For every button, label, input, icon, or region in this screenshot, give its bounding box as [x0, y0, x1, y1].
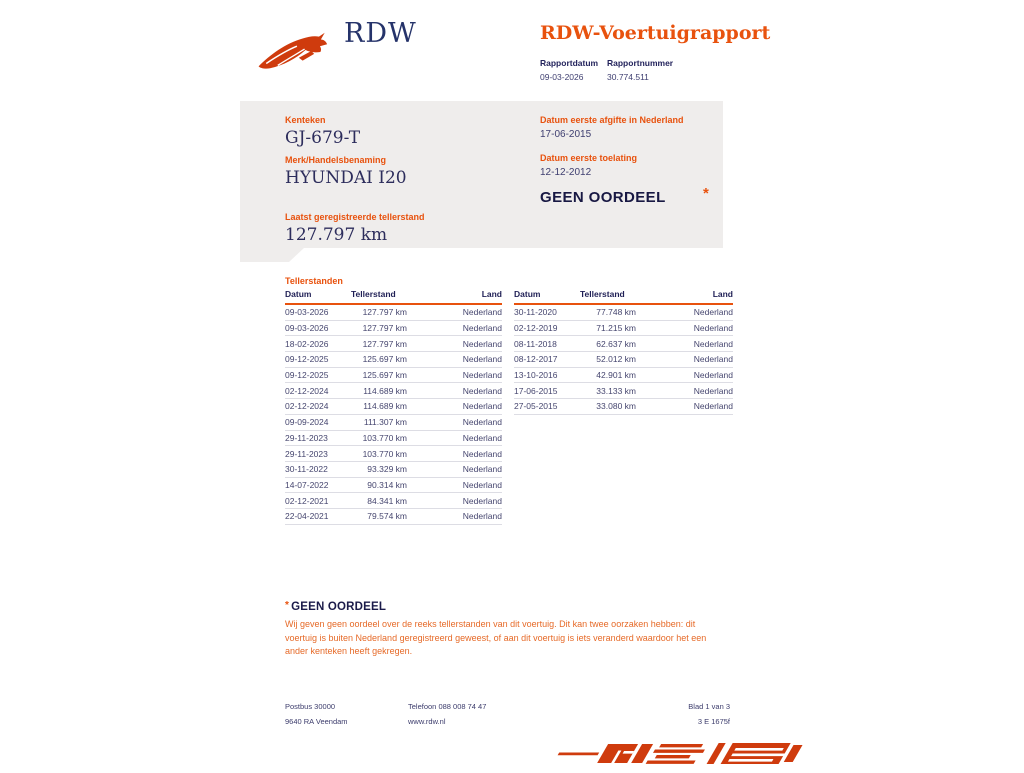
footnote-title [285, 600, 717, 613]
table-row [514, 368, 733, 384]
table-row [285, 368, 502, 384]
afgifte-group [540, 115, 684, 140]
afgifte-value: 17-06-2015 [540, 129, 592, 140]
cell-datum: 02-12-2019 [514, 323, 558, 334]
cell-tellerstand: 71.215 km [596, 323, 636, 334]
footer-page-number: Blad 1 van 3 [688, 702, 730, 711]
merk-group [285, 155, 407, 188]
table-header [285, 289, 502, 305]
cell-tellerstand: 103.770 km [362, 448, 407, 459]
toelating-label: Datum eerste toelating [540, 153, 638, 163]
report-date-group [540, 58, 607, 82]
cell-datum: 22-04-2021 [285, 511, 329, 522]
cell-datum: 09-12-2025 [285, 354, 329, 365]
table-row [285, 431, 502, 447]
stripes-icon [535, 739, 805, 768]
odometer-label: Laatst geregistreerde tellerstand [285, 212, 425, 222]
cell-tellerstand: 52.012 km [596, 354, 636, 365]
cell-land: Nederland [693, 323, 733, 334]
cell-land: Nederland [462, 385, 502, 396]
cell-datum: 29-11-2023 [285, 432, 328, 443]
table-row [285, 509, 502, 525]
cell-land: Nederland [693, 385, 733, 396]
cell-tellerstand: 33.080 km [596, 401, 636, 412]
cell-land: Nederland [462, 432, 502, 443]
summary-right-column [540, 115, 684, 191]
cell-tellerstand: 125.697 km [362, 354, 407, 365]
table-row [285, 493, 502, 509]
report-number-value: 30.774.511 [607, 72, 649, 82]
tellerstanden-section-label: Tellerstanden [285, 276, 343, 286]
report-meta [540, 58, 770, 82]
cell-tellerstand: 114.689 km [363, 401, 407, 412]
table-row [285, 446, 502, 462]
cell-datum: 02-12-2024 [285, 401, 329, 412]
cell-tellerstand: 77.748 km [596, 307, 636, 318]
report-date-value: 09-03-2026 [540, 72, 584, 82]
toelating-value: 12-12-2012 [540, 167, 592, 178]
cell-land: Nederland [693, 401, 733, 412]
cell-datum: 29-11-2023 [285, 448, 328, 459]
cell-datum: 08-12-2017 [514, 354, 558, 365]
cell-land: Nederland [462, 323, 502, 334]
verdict-asterisk: * [703, 185, 709, 202]
cell-land: Nederland [462, 464, 502, 475]
cell-land: Nederland [462, 417, 502, 428]
footer-address-line2: 9640 RA Veendam [285, 717, 348, 726]
afgifte-label: Datum eerste afgifte in Nederland [540, 115, 684, 125]
cell-datum: 09-03-2026 [285, 307, 329, 318]
footnote-title-text: GEEN OORDEEL [291, 601, 387, 613]
header-land: Land [712, 289, 733, 299]
cell-tellerstand: 62.637 km [596, 338, 636, 349]
table-row [285, 462, 502, 478]
cell-tellerstand: 79.574 km [367, 511, 407, 522]
cell-datum: 09-03-2026 [285, 323, 329, 334]
table-row [514, 399, 733, 415]
merk-label: Merk/Handelsbenaming [285, 155, 387, 165]
header-datum: Datum [285, 289, 312, 299]
header-datum: Datum [514, 289, 541, 299]
table-row [514, 352, 733, 368]
report-number-group [607, 58, 673, 82]
cell-land: Nederland [462, 307, 502, 318]
cell-tellerstand: 93.329 km [367, 464, 407, 475]
cell-datum: 17-06-2015 [514, 385, 558, 396]
toelating-group [540, 153, 684, 178]
summary-left-column [285, 115, 407, 195]
cell-land: Nederland [693, 307, 733, 318]
cell-tellerstand: 127.797 km [362, 323, 407, 334]
table-row [514, 383, 733, 399]
odometer-value: 127.797 km [285, 225, 388, 245]
cell-tellerstand: 114.689 km [363, 385, 407, 396]
report-number-label: Rapportnummer [607, 58, 674, 68]
cell-land: Nederland [462, 370, 502, 381]
verdict-text: GEEN OORDEEL [540, 189, 666, 206]
header-tellerstand: Tellerstand [580, 289, 625, 299]
cell-datum: 13-10-2016 [514, 370, 558, 381]
kenteken-label: Kenteken [285, 115, 326, 125]
cell-datum: 18-02-2026 [285, 338, 329, 349]
cell-tellerstand: 111.307 km [363, 417, 407, 428]
cell-datum: 02-12-2024 [285, 385, 329, 396]
footer-phone: Telefoon 088 008 74 47 [408, 702, 487, 711]
cell-land: Nederland [693, 354, 733, 365]
cell-land: Nederland [462, 338, 502, 349]
cell-tellerstand: 33.133 km [596, 385, 636, 396]
table-row [514, 321, 733, 337]
verdict-footnote [285, 600, 717, 659]
cell-tellerstand: 127.797 km [362, 307, 407, 318]
cell-datum: 30-11-2022 [285, 464, 328, 475]
page-title: RDW-Voertuigrapport [540, 22, 771, 44]
cell-tellerstand: 84.341 km [367, 495, 407, 506]
table-row [285, 321, 502, 337]
rdw-wordmark: RDW [344, 18, 417, 49]
cell-datum: 27-05-2015 [514, 401, 558, 412]
kenteken-group [285, 115, 407, 148]
table-row [285, 383, 502, 399]
cell-datum: 02-12-2021 [285, 495, 329, 506]
footnote-asterisk: * [285, 600, 290, 611]
table-header [514, 289, 733, 305]
report-date-label: Rapportdatum [540, 58, 599, 68]
cell-land: Nederland [462, 448, 502, 459]
cell-datum: 30-11-2020 [514, 307, 557, 318]
rdw-logo [256, 20, 417, 74]
cell-tellerstand: 127.797 km [362, 338, 407, 349]
table-row [285, 415, 502, 431]
rdw-logo-bird-icon [256, 28, 334, 74]
cell-datum: 14-07-2022 [285, 479, 329, 490]
footer-doc-code: 3 E 1675f [697, 717, 730, 726]
table-row [285, 305, 502, 321]
cell-land: Nederland [693, 338, 733, 349]
table-row [514, 336, 733, 352]
footnote-body: Wij geven geen oordeel over de reeks tellerstanden van dit voertuig. Dit kan twee oorzaken hebben: dit voertuig is buiten Nederland geregistreerd geweest, of aan dit voertuig is iets veranderd waardoor het een ander kenteken heeft gekregen. [285, 619, 707, 656]
cell-datum: 09-09-2024 [285, 417, 329, 428]
table-row [285, 336, 502, 352]
cell-land: Nederland [462, 479, 502, 490]
kenteken-value: GJ-679-T [285, 128, 361, 148]
cell-tellerstand: 90.314 km [367, 479, 407, 490]
cell-land: Nederland [462, 511, 502, 522]
merk-value: HYUNDAI I20 [285, 168, 407, 188]
table-row [514, 305, 733, 321]
table-row [285, 352, 502, 368]
odometer-table-left [285, 289, 502, 525]
odometer-table-right [514, 289, 733, 415]
cell-tellerstand: 103.770 km [362, 432, 407, 443]
table-row [285, 399, 502, 415]
cell-land: Nederland [462, 495, 502, 506]
footer-website: www.rdw.nl [408, 717, 446, 726]
footer-address-line1: Postbus 30000 [285, 702, 336, 711]
report-header [540, 24, 770, 82]
cell-tellerstand: 42.901 km [596, 370, 636, 381]
vehicle-summary-box [240, 101, 723, 248]
odometer-group [285, 212, 425, 245]
cell-tellerstand: 125.697 km [362, 370, 407, 381]
table-row [285, 478, 502, 494]
cell-datum: 08-11-2018 [514, 338, 557, 349]
cell-land: Nederland [462, 354, 502, 365]
cell-land: Nederland [462, 401, 502, 412]
header-tellerstand: Tellerstand [351, 289, 396, 299]
header-land: Land [481, 289, 502, 299]
cell-land: Nederland [693, 370, 733, 381]
cell-datum: 09-12-2025 [285, 370, 329, 381]
